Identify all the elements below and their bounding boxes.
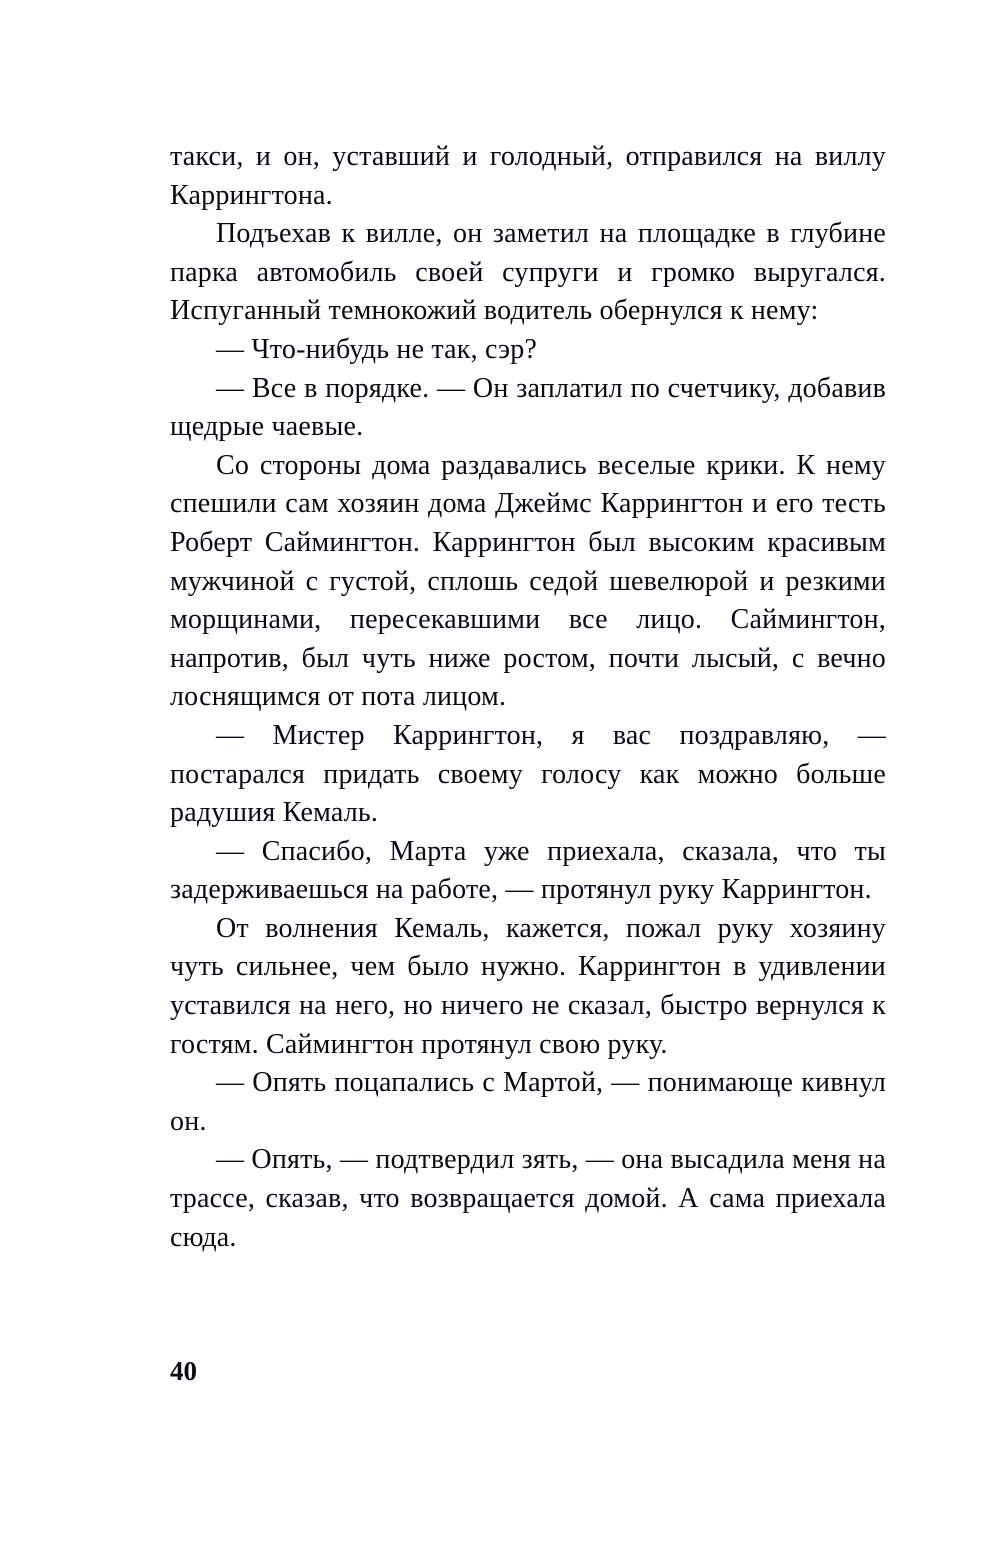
paragraph: — Опять, — подтвердил зять, — она высадила меня на трассе, сказав, что возвращается домой. А сама приехала сюда. bbox=[170, 1144, 886, 1253]
paragraph: — Опять поцапались с Мартой, — понимающе кивнул он. bbox=[170, 1067, 886, 1137]
paragraph: Подъехав к вилле, он заметил на площадке в глубине парка автомобиль своей супруги и громко выругался. Испуганный темнокожий водитель обернулся к нему: bbox=[170, 218, 886, 327]
paragraph: — Спасибо, Марта уже приехала, сказала, что ты задерживаешься на работе, — протянул руку Каррингтон. bbox=[170, 835, 886, 906]
page-number: 40 bbox=[170, 1356, 197, 1386]
text-block bbox=[170, 138, 886, 1257]
paragraph: — Что-нибудь не так, сэр? bbox=[216, 333, 538, 365]
paragraph: — Мистер Каррингтон, я вас поздравляю, — постарался придать своему голосу как можно больше радушия Кемаль. bbox=[170, 719, 886, 829]
paragraph: Со стороны дома раздавались веселые крики. К нему спешили сам хозяин дома Джеймс Каррингтон и его тесть Роберт Саймингтон. Каррингтон был высоким красивым мужчиной с густой, сплошь седой шевелюрой и резкими морщинами, пересекавшими все лицо. Саймингтон, напротив, был чуть ниже ростом, почти лысый, с вечно лоснящимся от пота лицом. bbox=[170, 449, 886, 713]
paragraph: От волнения Кемаль, кажется, пожал руку хозяину чуть сильнее, чем было нужно. Каррингтон в удивлении уставился на него, но ничего не сказал, быстро вернулся к гостям. Саймингтон протянул свою руку. bbox=[170, 912, 886, 1060]
paragraph: такси, и он, уставший и голодный, отправился на виллу Каррингтона. bbox=[170, 141, 886, 211]
paragraph: — Все в порядке. — Он заплатил по счетчику, добавив щедрые чаевые. bbox=[170, 372, 886, 443]
